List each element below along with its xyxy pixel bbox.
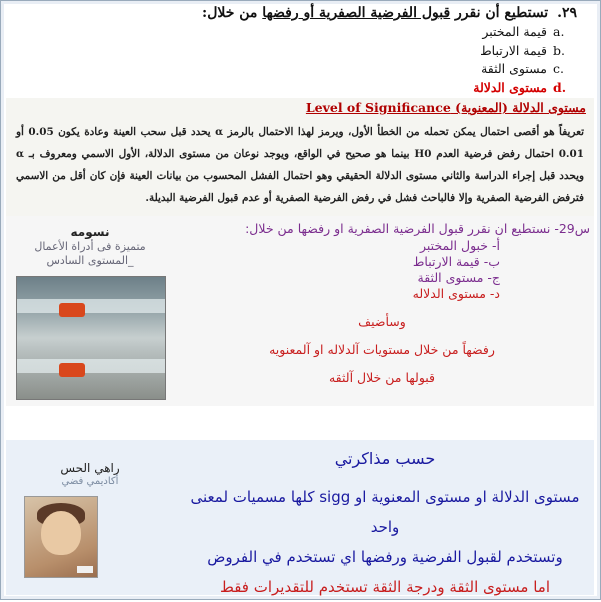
post-1-user-title: متميزة فى أدراة الأعمال _المستوى السادس — [34, 240, 146, 267]
question-title-part1: تستطيع أن نقرر — [455, 5, 549, 21]
post-1-option-b: ب- قيمة الارتباط — [412, 254, 500, 269]
post-2-username[interactable]: راهي الحس — [60, 461, 120, 475]
post-2-user-panel — [10, 460, 170, 488]
definition-box — [6, 98, 594, 216]
post-1-option-d: د- مستوى الدلاله — [412, 286, 500, 301]
post-1-username[interactable]: نسومه — [70, 225, 110, 239]
option-letter: d. — [553, 79, 567, 95]
post-1-user-avatar[interactable] — [16, 276, 166, 400]
question-title-underlined: قبول الفرضية الصفرية أو رفضها — [262, 5, 451, 21]
option-text: قيمة الارتباط — [480, 42, 547, 58]
post-1-content — [174, 220, 590, 392]
post-1-reject-line: رفضهاً من خلال مستويات آلدلاله او آلمعنويه — [269, 342, 495, 357]
post-1-option-a: أ- خبول المختبر — [420, 238, 500, 253]
answer-option-c[interactable] — [17, 60, 577, 79]
definition-heading: مستوى الدلالة (المعنوية) Level of Significance — [305, 100, 586, 115]
option-letter: c. — [553, 61, 564, 76]
question-29 — [17, 4, 577, 97]
avatar-red-object — [59, 303, 85, 317]
question-title-part2: من خلال: — [202, 5, 258, 21]
answer-option-d[interactable] — [17, 79, 577, 98]
post-2-line-2: مستوى الدلالة او مستوى المعنوية او sigg كلها مسميات لمعنى واحد — [190, 488, 580, 536]
definition-body: تعريفاً هو أقصى احتمال يمكن تحمله من الخطأ الأول، ويرمز لهذا الاحتمال بالرمز α يحدد قبل سحب العينة وعادة يكون 0.05 أو 0.01 احتمال رفض فرضية العدم H0 بينما هو صحيح في الواقع، ويوجد نوعان من مستوى الدلالة، الأول الاسمي ومعروف بـ α ويحدد قبل إجراء الدراسة والثاني مستوى الدلالة الحقيقي وهو احتمال الفشل المحسوب من بيانات العينة فإن كان أقل من الاسمي فترفض الفرضية الصفرية وإلا فالباحث فشل في رفض الفرضية الصفرية أو عدم قبول الفرضية البديلة. — [16, 126, 584, 204]
answer-option-a[interactable] — [17, 23, 577, 42]
avatar-face — [41, 511, 81, 555]
avatar-label — [77, 566, 93, 573]
question-title — [17, 4, 577, 22]
post-1-option-c: ج- مستوى الثقة — [417, 270, 500, 285]
post-2-content — [180, 444, 590, 602]
post-1-user-panel — [10, 224, 170, 268]
forum-post-2 — [6, 440, 594, 595]
option-text: مستوى الثقة — [481, 61, 547, 76]
post-1-accept-line: قبولها من خلال آلثقه — [328, 370, 436, 385]
avatar-band — [17, 359, 165, 373]
option-letter: a. — [553, 24, 565, 39]
answer-option-b[interactable] — [17, 42, 577, 61]
post-2-user-title: أكاديمي فضي — [61, 476, 119, 487]
post-1-question: س29- نستطيع ان نقرر قبول الفرضية الصفرية او رفضها من خلال: — [245, 221, 590, 236]
answer-options — [17, 23, 577, 97]
option-text: قيمة المختبر — [482, 24, 547, 39]
option-text: مستوى الدلالة — [473, 79, 547, 95]
question-number: ٢٩. — [557, 5, 577, 21]
post-1-addition-label: وسأضيف — [358, 314, 406, 329]
post-2-user-avatar[interactable] — [24, 496, 98, 578]
post-2-line-4: اما مستوى الثقة ودرجة الثقة تستخدم للتقديرات فقط — [219, 578, 551, 596]
avatar-red-object — [59, 363, 85, 377]
forum-post-1 — [6, 216, 594, 406]
avatar-band — [17, 299, 165, 313]
post-2-line-1: حسب مذاكرتي — [334, 449, 436, 468]
post-2-line-3: وتستخدم لقبول الفرضية ورفضها اي تستخدم في الفروض — [207, 548, 563, 566]
option-letter: b. — [553, 42, 565, 58]
